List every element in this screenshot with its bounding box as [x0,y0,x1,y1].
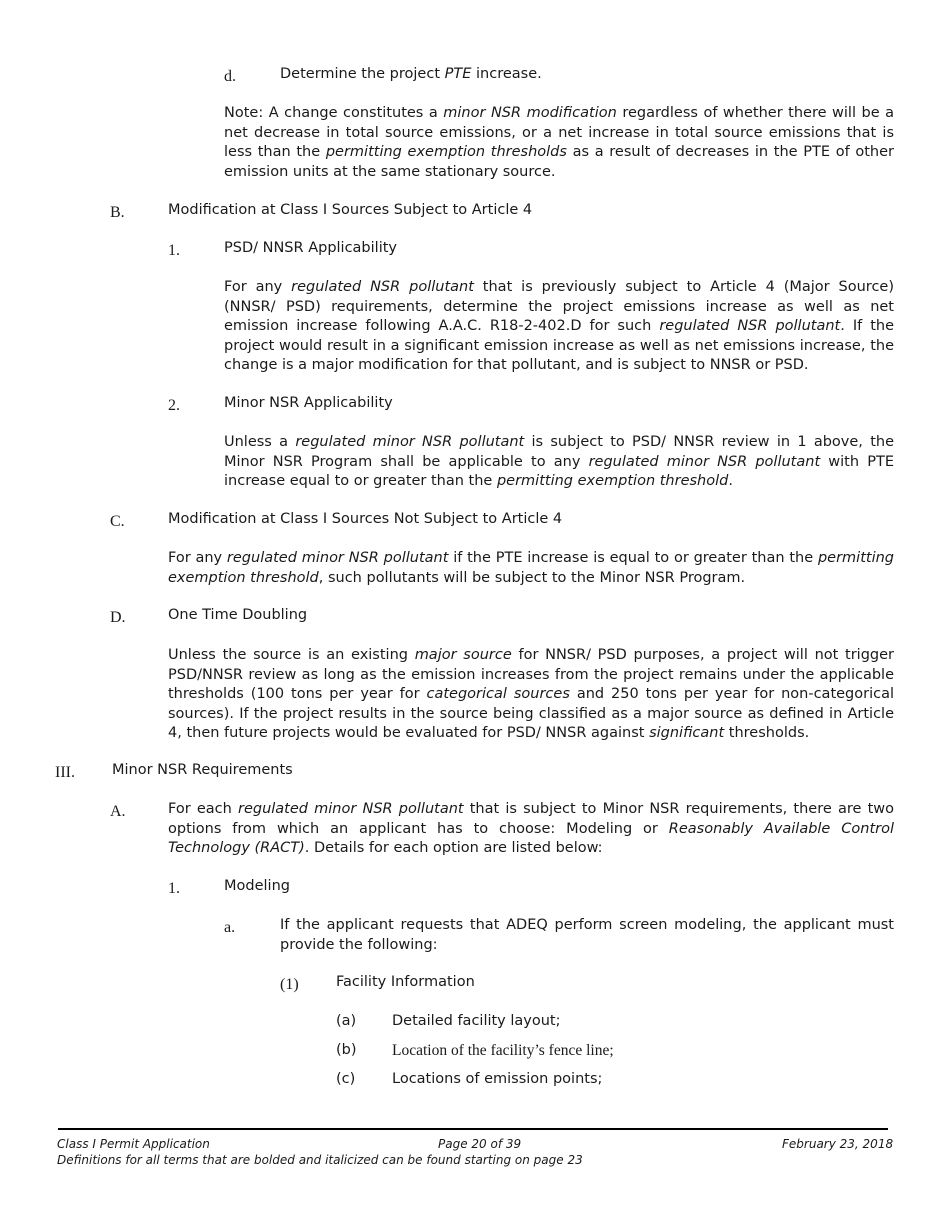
list-item-c-text: Locations of emission points; [392,1071,603,1087]
list-item-c-marker: (c) [336,1071,356,1087]
section-c-paragraph: For any regulated minor NSR pollutant if the PTE increase is equal to or greater than the permitting exemption threshold, such pollutants will be subject to the Minor NSR Program. [168,550,894,586]
section-c-marker: C. [110,513,125,530]
section-b-heading: Modification at Class I Sources Subject to Article 4 [168,202,533,218]
item-d-marker: d. [224,68,236,85]
section-d-paragraph: Unless the source is an existing major source for NNSR/ PSD purposes, a project will not trigger PSD/NNSR review as long as the emission increases from the project remains under the applicable thresholds (100 tons per year for categorical sources and 250 tons per year for non-categorical sources). If the project results in the source being classified as a major source as defined in Article 4, then future projects would be evaluated for PSD/ NNSR against significant thresholds. [168,647,895,741]
section-b1-heading: PSD/ NNSR Applicability [224,240,397,256]
section-iiia1-marker: 1. [168,880,180,897]
footer-left: Class I Permit Application [57,1137,210,1151]
section-iii-heading: Minor NSR Requirements [112,762,293,778]
section-iiia-marker: A. [110,803,126,820]
section-b1-marker: 1. [168,242,180,259]
footer-rule [58,1128,888,1130]
section-b2-paragraph: Unless a regulated minor NSR pollutant is subject to PSD/ NNSR review in 1 above, the Minor NSR Program shall be applicable to any regulated minor NSR pollutant with PTE increase equal to or greater than the permitting exemption threshold. [224,434,894,489]
footer-date: February 23, 2018 [782,1137,894,1151]
list-item-b-text: Location of the facility’s fence line; [392,1042,614,1059]
section-iiia1a-marker: a. [224,919,236,936]
section-iiia1-heading: Modeling [224,878,290,894]
section-iiia-paragraph: For each regulated minor NSR pollutant that is subject to Minor NSR requirements, there are two options from which an applicant has to choose: Modeling or Reasonably Available Control Technology (RACT). Details for each option are listed below: [168,801,895,856]
section-b2-heading: Minor NSR Applicability [224,395,393,411]
section-d-marker: D. [110,609,126,626]
list-item-b-marker: (b) [336,1042,357,1058]
note-paragraph: Note: A change constitutes a minor NSR modification regardless of whether there will be a net decrease in total source emissions, or a net increase in total source emissions that is less than the permitting exemption thresholds as a result of decreases in the PTE of other emission units at the same stationary source. [224,105,895,180]
section-b2-marker: 2. [168,397,180,414]
item-d-text: Determine the project PTE increase. [280,66,542,82]
footer-page-number: Page 20 of 39 [438,1137,522,1151]
facility-info-heading: Facility Information [336,974,475,990]
footer-definitions-note: Definitions for all terms that are bolded and italicized can be found starting on page 23 [57,1153,583,1167]
list-item-a-text: Detailed facility layout; [392,1013,561,1029]
section-iii-marker: III. [55,764,75,781]
section-c-heading: Modification at Class I Sources Not Subject to Article 4 [168,511,563,527]
section-b-marker: B. [110,204,125,221]
list-item-a-marker: (a) [336,1013,357,1029]
section-iiia1a-paragraph: If the applicant requests that ADEQ perform screen modeling, the applicant must provide the following: [280,917,894,953]
facility-info-marker: (1) [280,976,299,993]
section-d-heading: One Time Doubling [168,607,308,623]
section-b1-paragraph: For any regulated NSR pollutant that is previously subject to Article 4 (Major Source) (NNSR/ PSD) requirements, determine the project emissions increase as well as net emission increase following A.A.C. R18-2-402.D for such regulated NSR pollutant. If the project would result in a significant emission increase as well as net emissions increase, the change is a major modification for that pollutant, and is subject to NNSR or PSD. [224,279,894,373]
